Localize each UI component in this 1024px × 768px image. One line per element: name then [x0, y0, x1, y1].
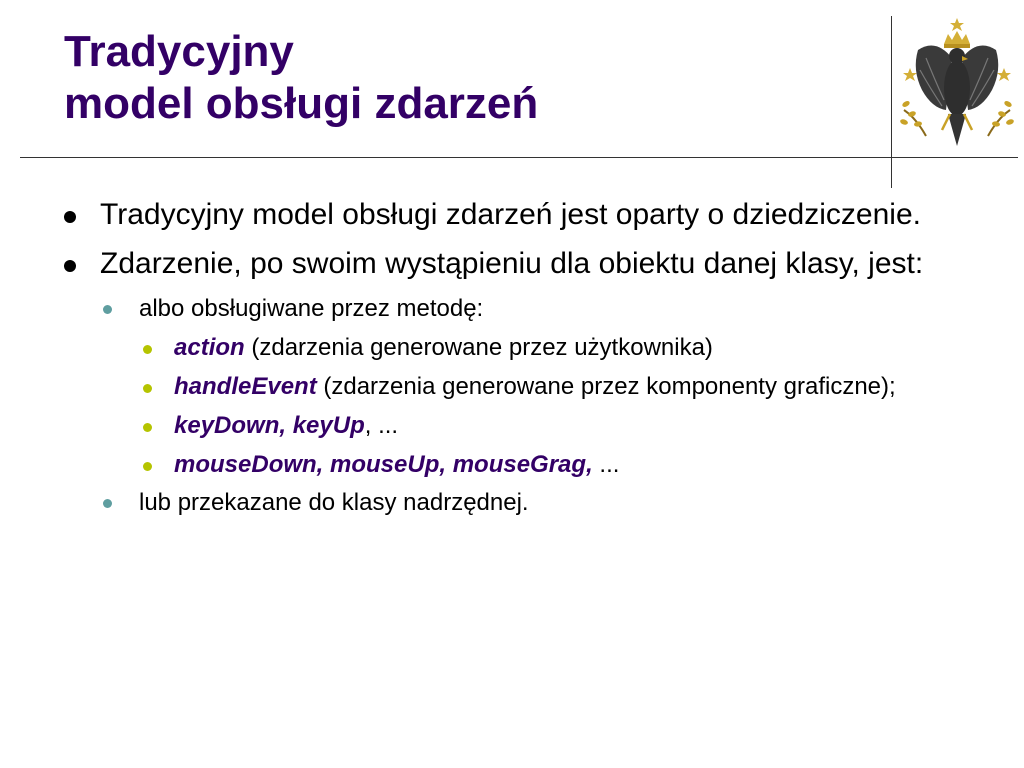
method-bullet-dot: [143, 462, 152, 471]
method-keyword: mouseDown, mouseUp, mouseGrag,: [174, 451, 593, 478]
slide-title-line-1: Tradycyjny: [64, 27, 294, 76]
method-keyword: handleEvent: [174, 373, 317, 400]
method-description: , ...: [364, 412, 399, 439]
sub-bullet-text: albo obsługiwane przez metodę:: [139, 295, 484, 322]
slide-title-line-2: model obsługi zdarzeń: [64, 79, 539, 128]
bullet-dot: [64, 260, 76, 272]
method-description: (zdarzenia generowane przez komponenty graficzne);: [316, 373, 896, 400]
method-description: ...: [592, 451, 620, 478]
bullet-text: Tradycyjny model obsługi zdarzeń jest oparty o dziedziczenie.: [100, 198, 921, 231]
method-bullet-dot: [143, 423, 152, 432]
method-bullet-dot: [143, 384, 152, 393]
bullet-item: [100, 245, 950, 283]
slide-title: [64, 26, 864, 130]
sub-bullet-dot: [103, 305, 112, 314]
method-bullet-item: [174, 410, 954, 442]
method-bullet-item: [174, 449, 954, 481]
sub-bullet-item: [139, 294, 959, 323]
method-keyword: action: [174, 334, 245, 361]
method-keyword: keyDown, keyUp: [174, 412, 365, 439]
method-bullet-item: [174, 332, 954, 364]
bullet-list: [0, 196, 1024, 526]
method-bullet-dot: [143, 345, 152, 354]
bullet-item: [100, 196, 950, 234]
bullet-text: Zdarzenie, po swoim wystąpieniu dla obiektu danej klasy, jest:: [100, 247, 924, 280]
method-description: (zdarzenia generowane przez użytkownika): [244, 334, 713, 361]
sub-bullet-item: [139, 488, 959, 517]
title-divider-vertical: [891, 16, 892, 188]
bullet-dot: [64, 211, 76, 223]
crowned-eagle-emblem-icon: [896, 18, 1018, 158]
method-bullet-item: [174, 371, 954, 403]
sub-bullet-dot: [103, 499, 112, 508]
sub-bullet-text: lub przekazane do klasy nadrzędnej.: [139, 489, 529, 516]
title-divider-horizontal: [20, 157, 1018, 158]
